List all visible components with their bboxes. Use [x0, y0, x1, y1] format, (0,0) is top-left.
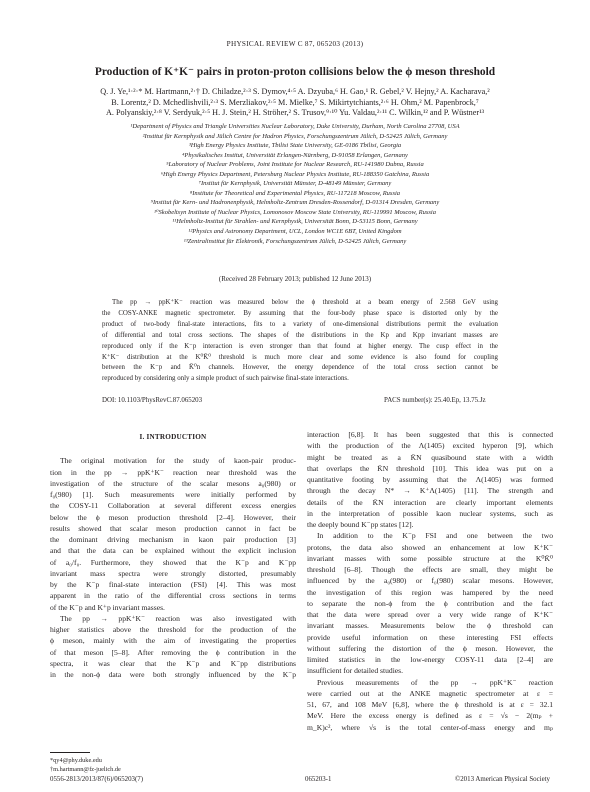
body-line: of that meson [5–8]. After removing the ϕ contribution in the: [50, 647, 296, 657]
affiliation: ⁹Institut für Kern- und Hadronenphysik, Helmholtz-Zentrum Dresden-Rossendorf, D-01314 Dresden, Germany: [150, 199, 440, 207]
body-line: limited statistics in the low-energy COSY-11 data [2–4] are: [307, 655, 553, 664]
body-line: through the decay N* → K⁺Λ(1405) [11]. The strength and: [307, 486, 553, 496]
body-line: invariant masses with some possible structure at the K⁰K̄⁰: [307, 553, 553, 563]
affiliation: ¹¹Helmholtz-Institut für Strahlen- und Kernphysik, Universität Bonn, D-53115 Bonn, Germany: [172, 218, 418, 226]
affiliation: ³High Energy Physics Institute, Tbilisi State University, GE-0186 Tbilisi, Georgia: [188, 142, 402, 150]
body-line: the dominant driving mechanism in kaon pair production [3]: [50, 535, 296, 544]
body-line: insufficient for detailed studies.: [307, 666, 404, 676]
abstract-line: between the K⁻p and K̄⁰n channels. However, the energy dependence of the total cross section cannot be: [102, 364, 498, 372]
body-line: MeV. Here the excess energy is defined as ε = √s − 2(mₚ +: [307, 711, 553, 721]
affiliation: ⁷Institut für Kernphysik, Universität Münster, D-48149 Münster, Germany: [198, 180, 392, 188]
received-dates: (Received 28 February 2013; published 12 June 2013): [218, 275, 372, 283]
body-line: 51, 67, and 108 MeV [6,8], where the ϕ threshold is at ε = 32.1: [307, 700, 553, 709]
abstract-line: of differential and total cross sections. The shapes of the distributions in the Kp and Kpp invariant masses are: [102, 331, 498, 339]
author-line: Q. J. Ye,¹·²·* M. Hartmann,²·† D. Chiladze,²·³ S. Dymov,⁴·⁵ A. Dzyuba,⁶ H. Gao,¹ R. Gebel,² V. Hejny,² A. Kacharava,²: [100, 87, 490, 96]
body-line: of the K⁻p and K⁺p invariant masses.: [50, 602, 165, 612]
body-line: invariant mass spectra were strongly distorted, presumably: [50, 568, 296, 578]
body-line: to separate the non-ϕ from the ϕ contribution and the fact: [307, 598, 553, 608]
affiliation: ¹⁰Skobeltsyn Institute of Nuclear Physics, Lomonosov Moscow State University, RU-119991 Moscow, Russia: [154, 208, 436, 216]
body-line: provide useful information on these interesting FSI effects: [307, 632, 553, 642]
affiliation: ¹Department of Physics and Triangle Universities Nuclear Laboratory, Duke University, Durham, North Carolina 27708, USA: [130, 123, 460, 130]
body-line: m_K)c², where √s is the total center-of-mass energy and mₚ: [307, 722, 553, 732]
body-line: threshold [6–8]. Though the effects are small, they might be: [307, 565, 553, 574]
body-line: with the production of the Λ(1405) excited hyperon [9], which: [307, 441, 553, 451]
body-line: might be treated as a K̄N quasibound state with a width: [307, 452, 553, 462]
body-line: of a₀/f₀. Furthermore, they showed that the K⁻p and K⁻pp: [50, 557, 296, 567]
affiliation: ⁴Physikalisches Institut, Universität Erlangen-Nürnberg, D-91058 Erlangen, Germany: [182, 151, 408, 159]
abstract-line: The pp → ppK⁺K⁻ reaction was measured below the ϕ threshold at a beam energy of 2.568 GeV using: [112, 299, 498, 306]
body-line: in the interpretation of possible kaon nuclear systems, such as: [307, 508, 553, 518]
paper-title: Production of K⁺K⁻ pairs in proton-proton collisions below the ϕ meson threshold: [94, 66, 496, 78]
abstract-line: K⁺K⁻ distribution at the K⁰K̄⁰ threshold is much more clear and some evidence is also found for coupling: [102, 353, 498, 361]
body-line: in the non-ϕ data were both strongly influenced by the K⁻p: [50, 670, 296, 679]
affiliation: ¹²Physics and Astronomy Department, UCL, London WC1E 6BT, United Kingdom: [188, 228, 402, 236]
body-line: the deeply bound K⁻pp states [12].: [307, 520, 414, 529]
affiliation: ⁶High Energy Physics Department, Petersburg Nuclear Physics Institute, RU-188350 Gatchina, Russia: [160, 170, 430, 178]
body-line: and that the data can be explained without the explicit inclusion: [50, 546, 296, 556]
abstract-line: product of two-body final-state interactions, fits to a variety of one-dimensional distributions permit the evaluation: [102, 320, 498, 328]
footnote-rule: [50, 752, 90, 753]
body-line: without suffering the distortion of the ϕ meson. However, the: [307, 643, 553, 653]
body-line: details of the K̄N interaction are clearly important elements: [307, 497, 553, 507]
left-column: [50, 432, 296, 680]
footnote-email[interactable]: †m.hartmann@fz-juelich.de: [50, 766, 121, 773]
body-line: that overlaps the K̄N threshold [10]. This idea was put on a: [307, 463, 553, 473]
body-line: spectra, it was clear that the K⁻p and K⁻pp distributions: [50, 658, 296, 668]
affiliation: ⁸Institute for Theoretical and Experimental Physics, RU-117218 Moscow, Russia: [189, 189, 401, 197]
page-footer: [50, 776, 550, 786]
body-line: that the data were spread over a very wide range of K⁺K⁻: [307, 610, 553, 619]
affiliation: ⁵Laboratory of Nuclear Problems, Joint Institute for Nuclear Research, RU-141980 Dubna, Russia: [166, 161, 424, 169]
body-line: interaction [6,8]. It has been suggested that this is connected: [307, 430, 553, 439]
affiliation: ¹³Zentralinstitut für Elektronik, Forschungszentrum Jülich, D-52425 Jülich, Germany: [183, 237, 407, 245]
author-line: B. Lorentz,² D. Mchedlishvili,²·³ S. Merzliakov,²·⁵ M. Mielke,⁷ S. Mikirtytchiants,²·⁶ H. Ohm,² M. Papenbrock,⁷: [111, 97, 479, 107]
footnote-email[interactable]: *qy4@phy.duke.edu: [50, 757, 102, 764]
body-line: In addition to the K⁻p FSI and one between the two: [317, 531, 553, 541]
body-line: The pp → ppK⁺K⁻ reaction was also investigated with: [60, 613, 296, 623]
author-line: A. Polyanskiy,²·⁸ V. Serdyuk,²·⁵ H. J. Stein,² H. Ströher,² S. Trusov,⁹·¹⁰ Yu. Valdau,²·¹¹ C. Wilkin,¹² and P. Wüstner¹³: [105, 108, 485, 118]
body-line: higher statistics above the threshold for the production of the: [50, 625, 296, 634]
right-column: [307, 429, 553, 733]
footer-issn: 0556-2813/2013/87(6)/065203(7): [50, 776, 144, 783]
abstract: [102, 298, 498, 385]
abstract-line: reproduced only if the K⁻p interaction is even stronger than that found at higher energy. The cusp effect in the: [102, 342, 498, 350]
body-line: were carried out at the ANKE magnetic spectrometer at ε =: [307, 688, 553, 698]
body-line: influenced by the a₀(980) or f₀(980) scalar mesons. However,: [307, 576, 553, 586]
doi-link[interactable]: DOI: 10.1103/PhysRevC.87.065203: [102, 397, 203, 404]
body-line: Previous measurements of the pp → ppK⁺K⁻ reaction: [317, 677, 553, 687]
body-line: The original motivation for the study of kaon-pair produc-: [60, 456, 296, 466]
body-line: by the K⁻p final-state interaction (FSI) [4]. This was most: [50, 580, 296, 589]
affiliation: ²Institut für Kernphysik and Jülich Centre for Hadron Physics, Forschungszentrum Jülich, D-52425 Jülich, Germany: [142, 132, 448, 140]
pacs-numbers: PACS number(s): 25.40.Ep, 13.75.Jz: [384, 397, 486, 404]
body-line: quantitative footing by assuming that the Λ(1405) was formed: [307, 475, 553, 484]
body-line: protons, the data also showed an enhancement at low K⁺K⁻: [307, 542, 553, 552]
body-line: apparent in the ratio of the differential cross sections in terms: [50, 591, 296, 601]
body-line: ϕ meson, mainly with the aim of investigating the properties: [50, 636, 296, 646]
footer-page-number: 065203-1: [305, 776, 332, 783]
section-heading: I. INTRODUCTION: [139, 433, 207, 441]
body-line: below the ϕ meson production threshold [2–4]. However, their: [50, 512, 296, 522]
journal-header: PHYSICAL REVIEW C 87, 065203 (2013): [226, 40, 364, 48]
body-line: results showed that scalar meson production cannot in fact be: [50, 523, 296, 533]
body-line: f₀(980) [1]. Such measurements were initially performed by: [50, 490, 296, 499]
body-line: investigation of the structure of the scalar mesons a₀(980) or: [50, 478, 296, 488]
body-line: the investigation of this region was hampered by the need: [307, 587, 553, 597]
body-line: tion in the pp → ppK⁺K⁻ reaction near threshold was the: [50, 467, 296, 477]
footer-copyright: ©2013 American Physical Society: [455, 776, 550, 783]
affiliation-list: [40, 122, 550, 246]
abstract-line: reproduced by considering only a simple product of such pairwise final-state interactions.: [102, 375, 349, 383]
abstract-line: the COSY-ANKE magnetic spectrometer. By assuming that the four-body phase space is distorted only by the: [102, 309, 498, 317]
body-line: invariant masses. Measurements below the ϕ threshold can: [307, 621, 553, 631]
author-list: [40, 87, 550, 119]
body-line: the COSY-11 Collaboration at several different excess energies: [50, 501, 296, 511]
